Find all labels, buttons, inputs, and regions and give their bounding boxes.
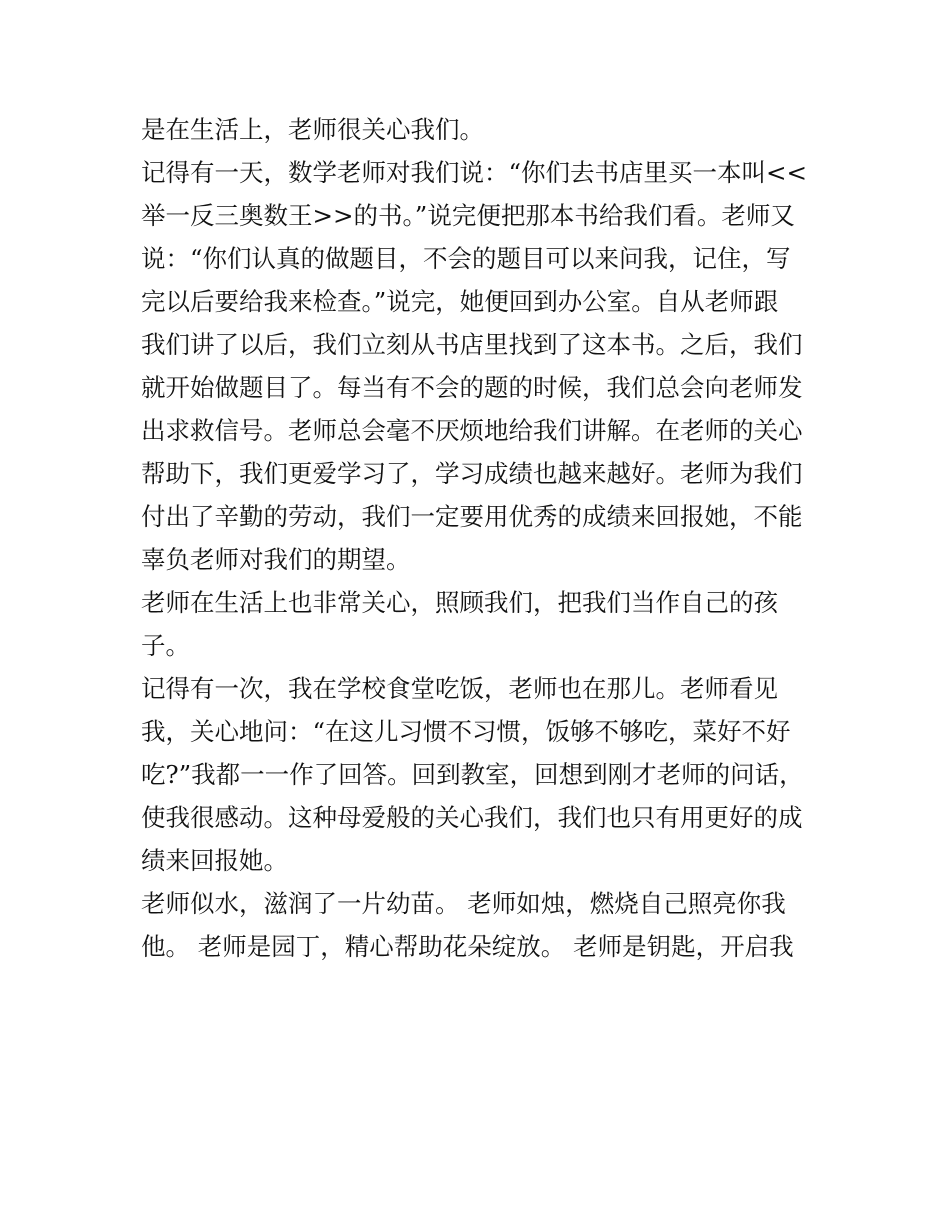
text-line: 子。 (141, 631, 190, 660)
text-line: 我们讲了以后，我们立刻从书店里找到了这本书。之后，我们 (141, 330, 803, 359)
text-line: 记得有一次，我在学校食堂吃饭，老师也在那儿。老师看见 (141, 674, 778, 703)
body-text (141, 108, 821, 968)
text-line: 说：“你们认真的做题目，不会的题目可以来问我，记住，写 (141, 244, 791, 273)
text-line: 我，关心地问：“在这儿习惯不习惯，饭够不够吃，菜好不好 (141, 717, 791, 746)
text-line: 使我很感动。这种母爱般的关心我们，我们也只有用更好的成 (141, 803, 803, 832)
text-line: 付出了辛勤的劳动，我们一定要用优秀的成绩来回报她，不能 (141, 502, 803, 531)
text-line: 绩来回报她。 (141, 846, 288, 875)
text-line: 帮助下，我们更爱学习了，学习成绩也越来越好。老师为我们 (141, 459, 803, 488)
text-line: 老师似水，滋润了一片幼苗。 老师如烛，燃烧自己照亮你我 (141, 889, 786, 918)
text-line: 吃?”我都一一作了回答。回到教室，回想到刚才老师的问话， (141, 760, 804, 789)
text-line: 他。 老师是园丁，精心帮助花朵绽放。 老师是钥匙，开启我 (141, 932, 794, 961)
text-line: 出求救信号。老师总会毫不厌烦地给我们讲解。在老师的关心 (141, 416, 803, 445)
text-line: 完以后要给我来检查。”说完，她便回到办公室。自从老师跟 (141, 287, 779, 316)
text-line: 举一反三奥数王>>的书。”说完便把那本书给我们看。老师又 (141, 201, 795, 230)
text-line: 老师在生活上也非常关心，照顾我们，把我们当作自己的孩 (141, 588, 778, 617)
text-line: 记得有一天，数学老师对我们说：“你们去书店里买一本叫<< (141, 158, 808, 187)
text-line: 辜负老师对我们的期望。 (141, 545, 411, 574)
text-line: 是在生活上，老师很关心我们。 (141, 115, 484, 144)
text-line: 就开始做题目了。每当有不会的题的时候，我们总会向老师发 (141, 373, 803, 402)
